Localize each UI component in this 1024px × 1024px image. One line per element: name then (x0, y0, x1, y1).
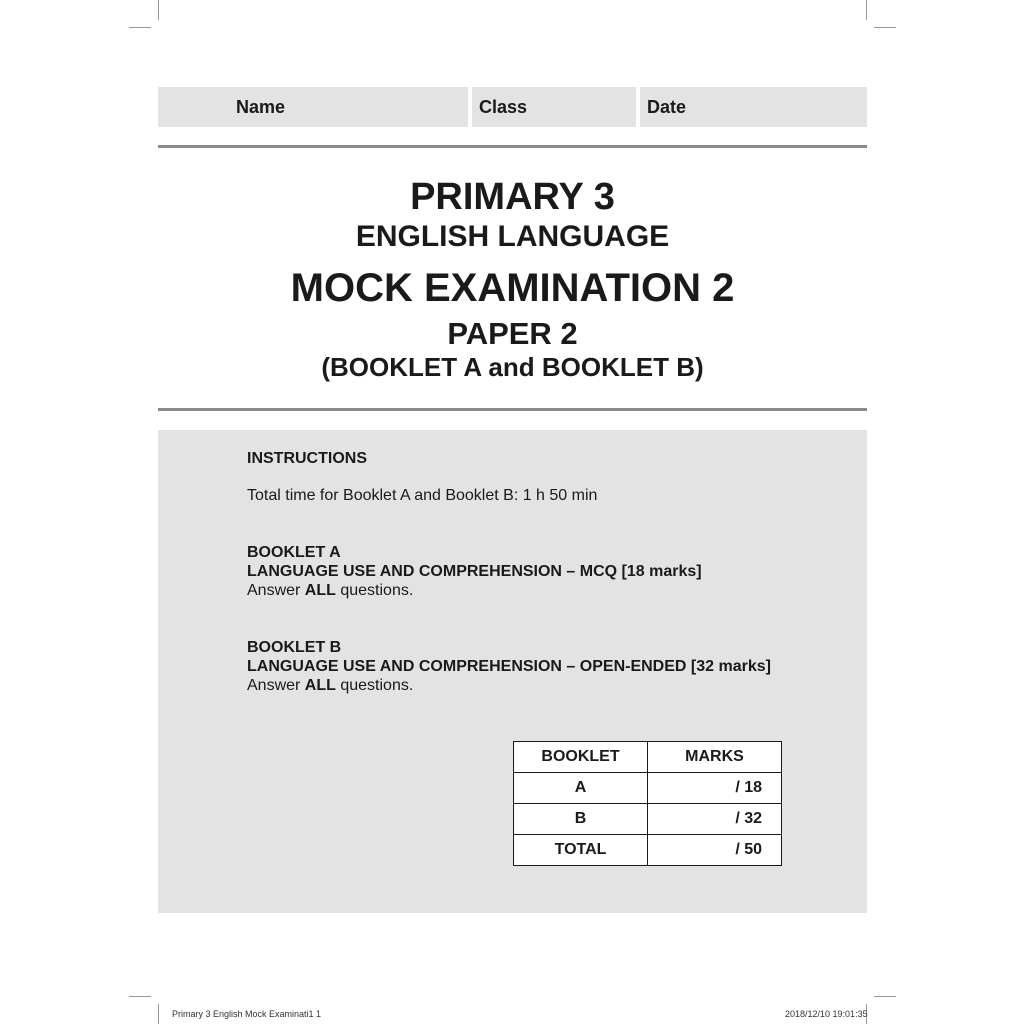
marks-cell[interactable]: / 18 (648, 773, 782, 804)
booklet-a-section: LANGUAGE USE AND COMPREHENSION – MCQ [18 marks] (247, 563, 702, 580)
top-divider (158, 145, 867, 148)
booklet-b-title: BOOKLET B (247, 639, 342, 656)
title-booklets: (BOOKLET A and BOOKLET B) (321, 352, 704, 382)
instructions-panel (158, 430, 867, 913)
crop-mark (158, 1004, 159, 1024)
answer-suffix: questions. (335, 677, 414, 694)
crop-mark (158, 0, 159, 20)
answer-emphasis: ALL (304, 677, 336, 694)
booklet-b-answer-note (247, 676, 413, 695)
name-label: Name (236, 96, 286, 117)
instructions-heading: INSTRUCTIONS (247, 450, 367, 467)
bottom-divider (158, 408, 867, 411)
date-field[interactable] (640, 87, 867, 127)
title-level: PRIMARY 3 (410, 176, 615, 218)
crop-mark (874, 27, 896, 28)
answer-prefix: Answer (247, 677, 305, 694)
answer-emphasis: ALL (304, 582, 336, 599)
footer-timestamp: 2018/12/10 19:01:35 (785, 1009, 868, 1019)
booklet-cell: B (514, 804, 648, 835)
name-field[interactable] (158, 87, 468, 127)
booklet-b-section: LANGUAGE USE AND COMPREHENSION – OPEN-ENDED [32 marks] (247, 658, 771, 675)
footer-file-label: Primary 3 English Mock Examinati1 1 (172, 1009, 322, 1019)
booklet-a-title: BOOKLET A (247, 544, 341, 561)
marks-cell[interactable]: / 50 (648, 835, 782, 866)
table-row (514, 773, 782, 804)
marks-table (513, 741, 782, 866)
booklet-a-answer-note (247, 581, 413, 600)
table-row (514, 804, 782, 835)
date-label: Date (647, 96, 687, 117)
crop-mark (874, 996, 896, 997)
title-subject: ENGLISH LANGUAGE (355, 220, 670, 253)
student-info-bar (158, 87, 867, 127)
booklet-cell: A (514, 773, 648, 804)
title-paper: PAPER 2 (447, 316, 578, 351)
class-label: Class (479, 96, 528, 117)
crop-mark (129, 27, 151, 28)
crop-mark (866, 0, 867, 20)
answer-prefix: Answer (247, 582, 305, 599)
marks-table-header-row (514, 742, 782, 773)
booklet-cell: TOTAL (514, 835, 648, 866)
title-exam: MOCK EXAMINATION 2 (290, 266, 735, 310)
marks-column-header: MARKS (648, 742, 782, 773)
answer-suffix: questions. (335, 582, 414, 599)
marks-cell[interactable]: / 32 (648, 804, 782, 835)
class-field[interactable] (472, 87, 636, 127)
table-row (514, 835, 782, 866)
booklet-column-header: BOOKLET (514, 742, 648, 773)
total-time-text: Total time for Booklet A and Booklet B: 1 h 50 min (247, 487, 598, 504)
crop-mark (129, 996, 151, 997)
